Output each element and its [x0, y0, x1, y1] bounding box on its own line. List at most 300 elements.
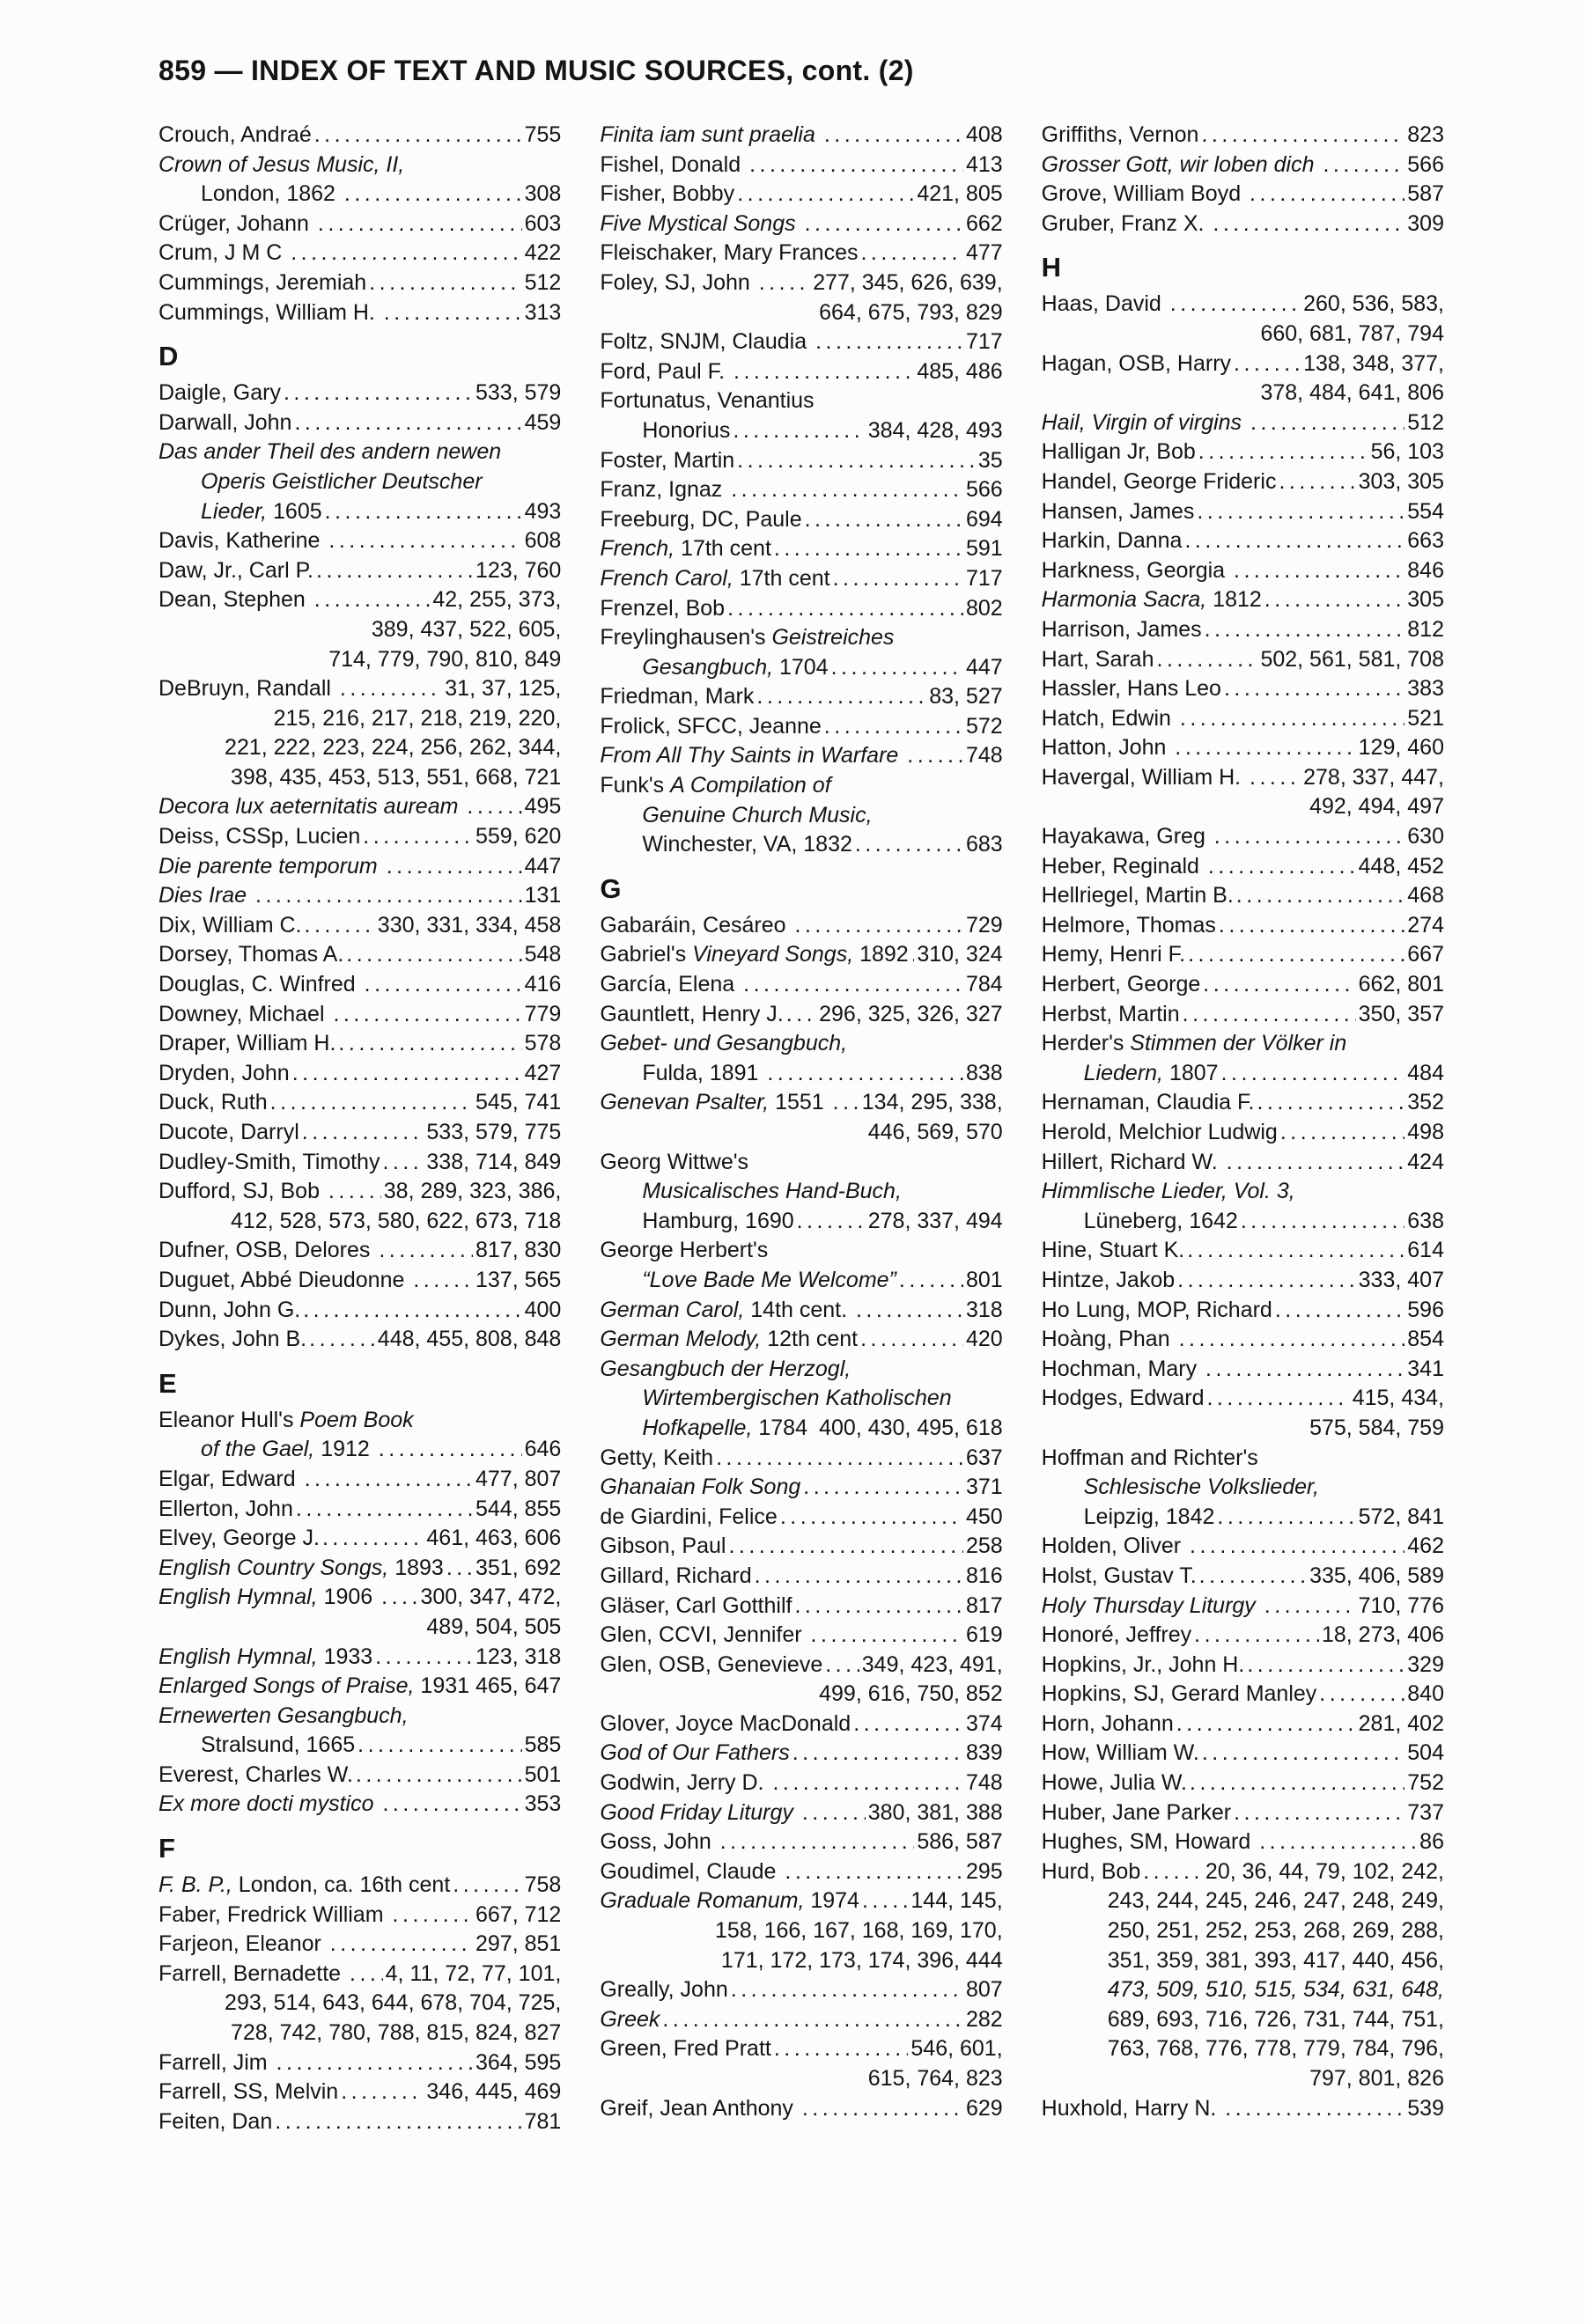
page-numbers: 586, 587 — [917, 1829, 1003, 1855]
index-entry — [600, 2034, 1002, 2093]
dot-leader — [802, 2094, 963, 2124]
index-entry — [1042, 121, 1444, 151]
entry-line — [600, 1798, 1002, 1828]
dot-leader — [1214, 822, 1404, 852]
entry-line — [158, 408, 561, 438]
dot-leader — [860, 1325, 963, 1355]
index-entry — [158, 822, 561, 852]
page-numbers: 341 — [1407, 1356, 1444, 1381]
entry-text: Goudimel, Claude — [600, 1858, 783, 1884]
entry-line — [1042, 1236, 1444, 1266]
page-numbers: 660, 681, 787, 794 — [1260, 320, 1444, 346]
page-numbers: 846 — [1407, 557, 1444, 583]
page-numbers: 823 — [1407, 122, 1444, 147]
index-entry — [600, 1621, 1002, 1651]
index-entry — [158, 1761, 561, 1791]
entry-text: Heber, Reginald — [1041, 853, 1205, 879]
index-column-3 — [1042, 121, 1444, 2136]
entry-line — [158, 1029, 561, 1059]
page-numbers: 129, 460 — [1358, 735, 1444, 761]
page-numbers: 38, 289, 323, 386, — [383, 1179, 562, 1204]
entry-line — [600, 416, 1002, 446]
page-numbers: 416 — [524, 972, 562, 997]
index-entry — [1042, 408, 1444, 438]
entry-text: Havergal, William H. — [1041, 764, 1248, 790]
page-numbers: 752 — [1407, 1770, 1444, 1796]
entry-line — [1042, 2005, 1444, 2035]
entry-line — [1042, 1177, 1444, 1207]
entry-line — [1042, 1592, 1444, 1622]
entry-text: Freeburg, DC, Paule — [600, 506, 802, 532]
dot-leader — [1183, 1000, 1356, 1030]
entry-line — [1042, 1739, 1444, 1769]
entry-text: Ghanaian Folk Song — [600, 1475, 801, 1500]
entry-text: Hagan, OSB, Harry — [1041, 350, 1232, 376]
page-numbers: 468 — [1407, 883, 1444, 908]
entry-line — [158, 1296, 561, 1326]
entry-line — [600, 2094, 1002, 2124]
entry-line — [600, 1355, 1002, 1385]
page-numbers: 662 — [965, 210, 1003, 236]
page-numbers: 663 — [1407, 528, 1444, 554]
page-numbers: 748 — [965, 743, 1003, 769]
index-entry — [158, 1088, 561, 1118]
section-heading-f: F — [158, 1833, 175, 1864]
entry-line — [600, 771, 1002, 801]
entry-text: Hintze, Jakob — [1041, 1267, 1176, 1292]
entry-line — [1042, 1266, 1444, 1296]
dot-leader — [381, 1583, 417, 1613]
dot-leader — [379, 1236, 473, 1266]
entry-text: Hopkins, SJ, Gerard Manley — [1041, 1681, 1317, 1707]
entry-text: Hamburg, 1690 — [642, 1208, 794, 1233]
page-numbers: 559, 620 — [476, 824, 562, 849]
entry-line — [600, 298, 1002, 328]
entry-line — [600, 682, 1002, 712]
page-numbers: 296, 325, 326, 327 — [819, 1001, 1003, 1026]
dot-leader — [1194, 1621, 1319, 1651]
index-entry — [158, 1554, 561, 1584]
page-numbers: 335, 406, 589 — [1309, 1563, 1444, 1588]
page-numbers: 309 — [1407, 210, 1444, 236]
dot-leader — [749, 151, 963, 180]
entry-text: F. B. P., London, ca. 16th cent — [158, 1872, 451, 1898]
entry-line — [600, 2034, 1002, 2064]
entry-line — [1042, 585, 1444, 615]
page-numbers: 250, 251, 252, 253, 268, 269, 288, — [1107, 1918, 1444, 1944]
entry-line — [158, 298, 561, 328]
entry-text: Farrell, Jim — [158, 2049, 274, 2075]
entry-text: of the Gael, 1912 — [201, 1437, 376, 1462]
entry-line — [1042, 822, 1444, 852]
index-entry — [158, 1790, 561, 1820]
entry-line — [600, 446, 1002, 476]
dot-leader — [303, 1296, 521, 1326]
dot-leader — [292, 1059, 522, 1089]
entry-text: Fleischaker, Mary Frances — [600, 240, 859, 266]
page-numbers: 274 — [1407, 912, 1444, 938]
entry-line — [600, 1828, 1002, 1857]
page-numbers: 412, 528, 573, 580, 622, 673, 718 — [230, 1208, 562, 1233]
entry-text: Honoré, Jeffrey — [1041, 1622, 1192, 1648]
entry-text: Hodges, Edward — [1041, 1386, 1205, 1411]
entry-text: Holy Thursday Liturgy — [1041, 1592, 1256, 1618]
dot-leader — [446, 1554, 473, 1584]
dot-leader — [1205, 615, 1405, 645]
index-entry — [1042, 1384, 1444, 1443]
page-numbers: 489, 504, 505 — [426, 1614, 562, 1639]
page-numbers: 158, 166, 167, 168, 169, 170, — [714, 1918, 1003, 1944]
page-numbers: 763, 768, 776, 778, 779, 784, 796, — [1107, 2036, 1444, 2062]
index-entry — [158, 1583, 561, 1642]
index-entry — [158, 408, 561, 438]
index-entry — [600, 1975, 1002, 2005]
entry-text: German Melody, 12th cent — [600, 1327, 859, 1352]
page-numbers: 498 — [1407, 1120, 1444, 1144]
page-numbers: 630 — [1407, 824, 1444, 849]
dot-leader — [856, 1296, 963, 1326]
entry-line — [1042, 290, 1444, 320]
entry-line — [600, 1710, 1002, 1739]
entry-line — [600, 1621, 1002, 1651]
entry-line — [158, 1465, 561, 1495]
entry-text: Hine, Stuart K. — [1041, 1238, 1185, 1263]
page-numbers: 318 — [965, 1297, 1003, 1322]
entry-line — [1042, 349, 1444, 379]
entry-line — [1042, 467, 1444, 497]
index-entry — [1042, 1177, 1444, 1236]
dot-leader — [1176, 1710, 1356, 1739]
dot-leader — [1221, 1059, 1405, 1089]
index-entry — [600, 594, 1002, 624]
entry-line — [1042, 763, 1444, 793]
entry-line — [1042, 1029, 1444, 1059]
entry-line — [1042, 940, 1444, 970]
dot-leader — [328, 526, 521, 556]
entry-line — [1042, 645, 1444, 675]
index-entry — [1042, 1798, 1444, 1828]
dot-leader — [341, 2078, 424, 2107]
entry-line — [1042, 1975, 1444, 2005]
entry-text: Herold, Melchior Ludwig — [1041, 1120, 1278, 1144]
index-entry — [158, 2048, 561, 2078]
entry-line — [158, 438, 561, 467]
entry-line — [158, 763, 561, 793]
page-numbers: 123, 318 — [476, 1644, 562, 1669]
entry-text: Dufford, SJ, Bob — [158, 1179, 326, 1204]
index-entry — [1042, 180, 1444, 210]
page-numbers: 729 — [965, 912, 1003, 938]
entry-line — [1042, 792, 1444, 822]
entry-line — [158, 121, 561, 151]
dot-leader — [737, 180, 914, 210]
page-numbers: 802 — [965, 595, 1003, 621]
page-numbers: 587 — [1407, 181, 1444, 207]
index-entry — [158, 1901, 561, 1931]
index-entry — [600, 534, 1002, 564]
entry-text: Friedman, Mark — [600, 684, 755, 710]
page-numbers: 807 — [965, 1977, 1003, 2003]
page-numbers: 465, 647 — [476, 1673, 562, 1699]
entry-line — [1042, 1384, 1444, 1414]
page-numbers: 512 — [1407, 409, 1444, 435]
entry-text: Faber, Fredrick William — [158, 1901, 390, 1927]
index-entry — [1042, 1236, 1444, 1266]
entry-line — [600, 1029, 1002, 1059]
dot-leader — [774, 534, 963, 564]
index-entry — [158, 2078, 561, 2107]
dot-leader — [330, 1930, 473, 1960]
page-numbers: 282 — [965, 2006, 1003, 2032]
index-entry — [1042, 1769, 1444, 1798]
dot-leader — [794, 1592, 962, 1622]
index-entry — [158, 379, 561, 408]
dot-leader — [862, 1886, 908, 1916]
dot-leader — [1275, 1296, 1404, 1326]
entry-text: Green, Fred Pratt — [600, 2036, 771, 2062]
page-numbers: 462 — [1407, 1533, 1444, 1559]
index-entry — [600, 1651, 1002, 1710]
page-numbers: 548 — [524, 942, 562, 967]
index-entry — [600, 1000, 1002, 1030]
index-entry — [1042, 210, 1444, 239]
index-entry — [158, 852, 561, 882]
entry-text: Dufner, OSB, Delores — [158, 1238, 377, 1263]
dot-leader — [1175, 733, 1355, 763]
page-numbers: 420 — [965, 1327, 1003, 1352]
entry-line — [158, 2019, 561, 2048]
dot-leader — [358, 1731, 521, 1761]
entry-line — [1042, 2094, 1444, 2124]
entry-text: Georg Wittwe's — [600, 1149, 749, 1174]
index-entry — [600, 2005, 1002, 2035]
entry-text: Leipzig, 1842 — [1083, 1504, 1215, 1529]
entry-line — [600, 1473, 1002, 1503]
entry-line — [158, 467, 561, 497]
dot-leader — [1206, 1384, 1349, 1414]
index-entry — [158, 792, 561, 822]
dot-leader — [387, 852, 522, 882]
dot-leader — [413, 1266, 473, 1296]
dot-leader — [365, 970, 522, 1000]
page-numbers: 384, 428, 493 — [867, 417, 1003, 443]
dot-leader — [291, 239, 521, 268]
entry-line — [1042, 1916, 1444, 1946]
dot-leader — [375, 1643, 473, 1673]
index-entry — [158, 1296, 561, 1326]
index-entry — [600, 1592, 1002, 1622]
entry-line — [158, 1871, 561, 1901]
index-entry — [158, 1059, 561, 1089]
index-entry — [158, 1266, 561, 1296]
entry-text: Hopkins, Jr., John H. — [1041, 1651, 1245, 1677]
dot-leader — [1190, 1769, 1404, 1798]
dot-leader — [393, 1901, 473, 1931]
index-entry — [158, 1871, 561, 1901]
entry-line — [600, 1739, 1002, 1769]
entry-line — [1042, 379, 1444, 408]
entry-line — [1042, 1000, 1444, 1030]
dot-leader — [356, 1761, 522, 1791]
dot-leader — [1203, 970, 1355, 1000]
page-header: 859 — INDEX OF TEXT AND MUSIC SOURCES, cont. (2) — [158, 55, 914, 86]
index-column-1 — [158, 121, 561, 2136]
entry-text: Ho Lung, MOP, Richard — [1041, 1297, 1272, 1322]
dot-leader — [328, 1177, 381, 1207]
entry-text: Elvey, George J. — [158, 1526, 320, 1551]
index-entry — [158, 268, 561, 298]
entry-text: Liedern, 1807 — [1083, 1060, 1219, 1085]
index-entry — [158, 1325, 561, 1355]
page-numbers: 710, 776 — [1358, 1592, 1444, 1618]
dot-leader — [467, 792, 521, 822]
entry-line — [1042, 556, 1444, 586]
page-numbers: 353 — [524, 1791, 562, 1817]
dot-leader — [309, 1325, 375, 1355]
index-entry — [158, 239, 561, 268]
dot-leader — [344, 180, 522, 210]
index-column-2 — [600, 121, 1002, 2136]
index-entry — [600, 1857, 1002, 1887]
entry-text: George Herbert's — [600, 1238, 769, 1263]
dot-leader — [1188, 940, 1404, 970]
entry-line — [158, 526, 561, 556]
entry-line — [1042, 1828, 1444, 1857]
dot-leader — [803, 1473, 963, 1503]
dot-leader — [1180, 704, 1404, 734]
entry-text: Halligan Jr, Bob — [1041, 439, 1196, 465]
index-entry — [1042, 674, 1444, 704]
entry-line — [158, 1643, 561, 1673]
index-entry — [158, 298, 561, 328]
index-entry — [1042, 290, 1444, 349]
entry-line — [600, 1266, 1002, 1296]
dot-leader — [1157, 645, 1258, 675]
index-entry — [1042, 1828, 1444, 1857]
entry-line — [158, 239, 561, 268]
page-numbers: 421, 805 — [917, 181, 1003, 207]
entry-line — [600, 357, 1002, 387]
page-numbers: 812 — [1407, 616, 1444, 642]
dot-leader — [1257, 1088, 1404, 1118]
dot-leader — [825, 1651, 859, 1680]
index-entry — [600, 1088, 1002, 1147]
index-entry — [600, 1473, 1002, 1503]
page-numbers: 134, 295, 338, — [861, 1090, 1003, 1115]
dot-leader — [1234, 556, 1404, 586]
entry-text: Enlarged Songs of Praise, 1931 — [158, 1673, 470, 1699]
entry-text: Feiten, Dan — [158, 2108, 273, 2134]
index-entry — [1042, 1088, 1444, 1118]
entry-text: Douglas, C. Winfred — [158, 972, 362, 997]
page-numbers: 389, 437, 522, 605, — [371, 616, 562, 642]
entry-line — [600, 1148, 1002, 1178]
entry-line — [158, 2107, 561, 2137]
page-numbers: 171, 172, 173, 174, 396, 444 — [720, 1947, 1003, 1973]
dot-leader — [1225, 2094, 1404, 2124]
dot-leader — [833, 1088, 859, 1118]
entry-line — [1042, 1355, 1444, 1385]
index-entry — [158, 970, 561, 1000]
index-entry — [158, 1177, 561, 1236]
entry-line — [158, 704, 561, 734]
index-entry — [158, 881, 561, 911]
index-entry — [600, 1739, 1002, 1769]
entry-line — [158, 1177, 561, 1207]
page-numbers: 350, 357 — [1358, 1001, 1444, 1026]
entry-text: How, William W. — [1041, 1740, 1199, 1766]
entry-line — [600, 210, 1002, 239]
entry-text: Funk's A Compilation of — [600, 773, 831, 798]
page-numbers: 83, 527 — [929, 684, 1003, 710]
index-entry — [600, 940, 1002, 970]
entry-text: Dykes, John B. — [158, 1327, 307, 1352]
page-numbers: 539 — [1407, 2095, 1444, 2121]
section-heading-d: D — [158, 341, 179, 372]
page-numbers: 408 — [965, 122, 1003, 147]
index-entry — [600, 446, 1002, 476]
page-numbers: 338, 714, 849 — [426, 1149, 562, 1174]
entry-text: Duck, Ruth — [158, 1090, 268, 1115]
entry-line — [600, 970, 1002, 1000]
index-entry — [600, 475, 1002, 505]
dot-leader — [1177, 1266, 1356, 1296]
index-entry — [158, 556, 561, 586]
dot-leader — [1236, 881, 1404, 911]
page-numbers: 31, 37, 125, — [445, 676, 562, 702]
dot-leader — [346, 940, 521, 970]
index-entry — [600, 151, 1002, 180]
page-numbers: 86 — [1419, 1829, 1444, 1855]
index-entry — [1042, 1857, 1444, 2094]
dot-leader — [1264, 585, 1404, 615]
entry-line — [158, 733, 561, 763]
index-columns — [158, 121, 1444, 2136]
entry-line — [600, 1886, 1002, 1916]
entry-text: Ford, Paul F. — [600, 358, 731, 384]
entry-line — [600, 1769, 1002, 1798]
dot-leader — [1234, 349, 1301, 379]
index-entry — [158, 121, 561, 151]
entry-line — [158, 852, 561, 882]
entry-text: German Carol, 14th cent. — [600, 1297, 853, 1322]
section-heading-g: G — [600, 872, 622, 904]
entry-text: Die parente temporum — [158, 853, 378, 879]
entry-text: Ducote, Darryl — [158, 1120, 299, 1144]
index-entry — [600, 1296, 1002, 1326]
entry-line — [158, 1059, 561, 1089]
dot-leader — [325, 497, 522, 527]
dot-leader — [294, 408, 521, 438]
entry-line — [158, 1148, 561, 1178]
page-numbers: 614 — [1407, 1238, 1444, 1263]
entry-text: Musicalisches Hand-Buch, — [642, 1179, 902, 1204]
entry-line — [158, 615, 561, 645]
page-numbers: 619 — [965, 1622, 1003, 1648]
dot-leader — [1143, 1857, 1203, 1887]
index-entry — [1042, 2094, 1444, 2124]
page-numbers: 533, 579 — [476, 380, 562, 406]
entry-line — [1042, 2064, 1444, 2094]
entry-line — [1042, 674, 1444, 704]
page-numbers: 838 — [965, 1060, 1003, 1085]
page-numbers: 380, 381, 388 — [867, 1799, 1003, 1825]
index-entry — [600, 2094, 1002, 2124]
page-numbers: 281, 402 — [1358, 1710, 1444, 1736]
page-numbers: 689, 693, 716, 726, 731, 744, 751, — [1107, 2006, 1444, 2032]
index-entry — [158, 1702, 561, 1761]
entry-text: Gläser, Carl Gotthilf — [600, 1592, 792, 1618]
